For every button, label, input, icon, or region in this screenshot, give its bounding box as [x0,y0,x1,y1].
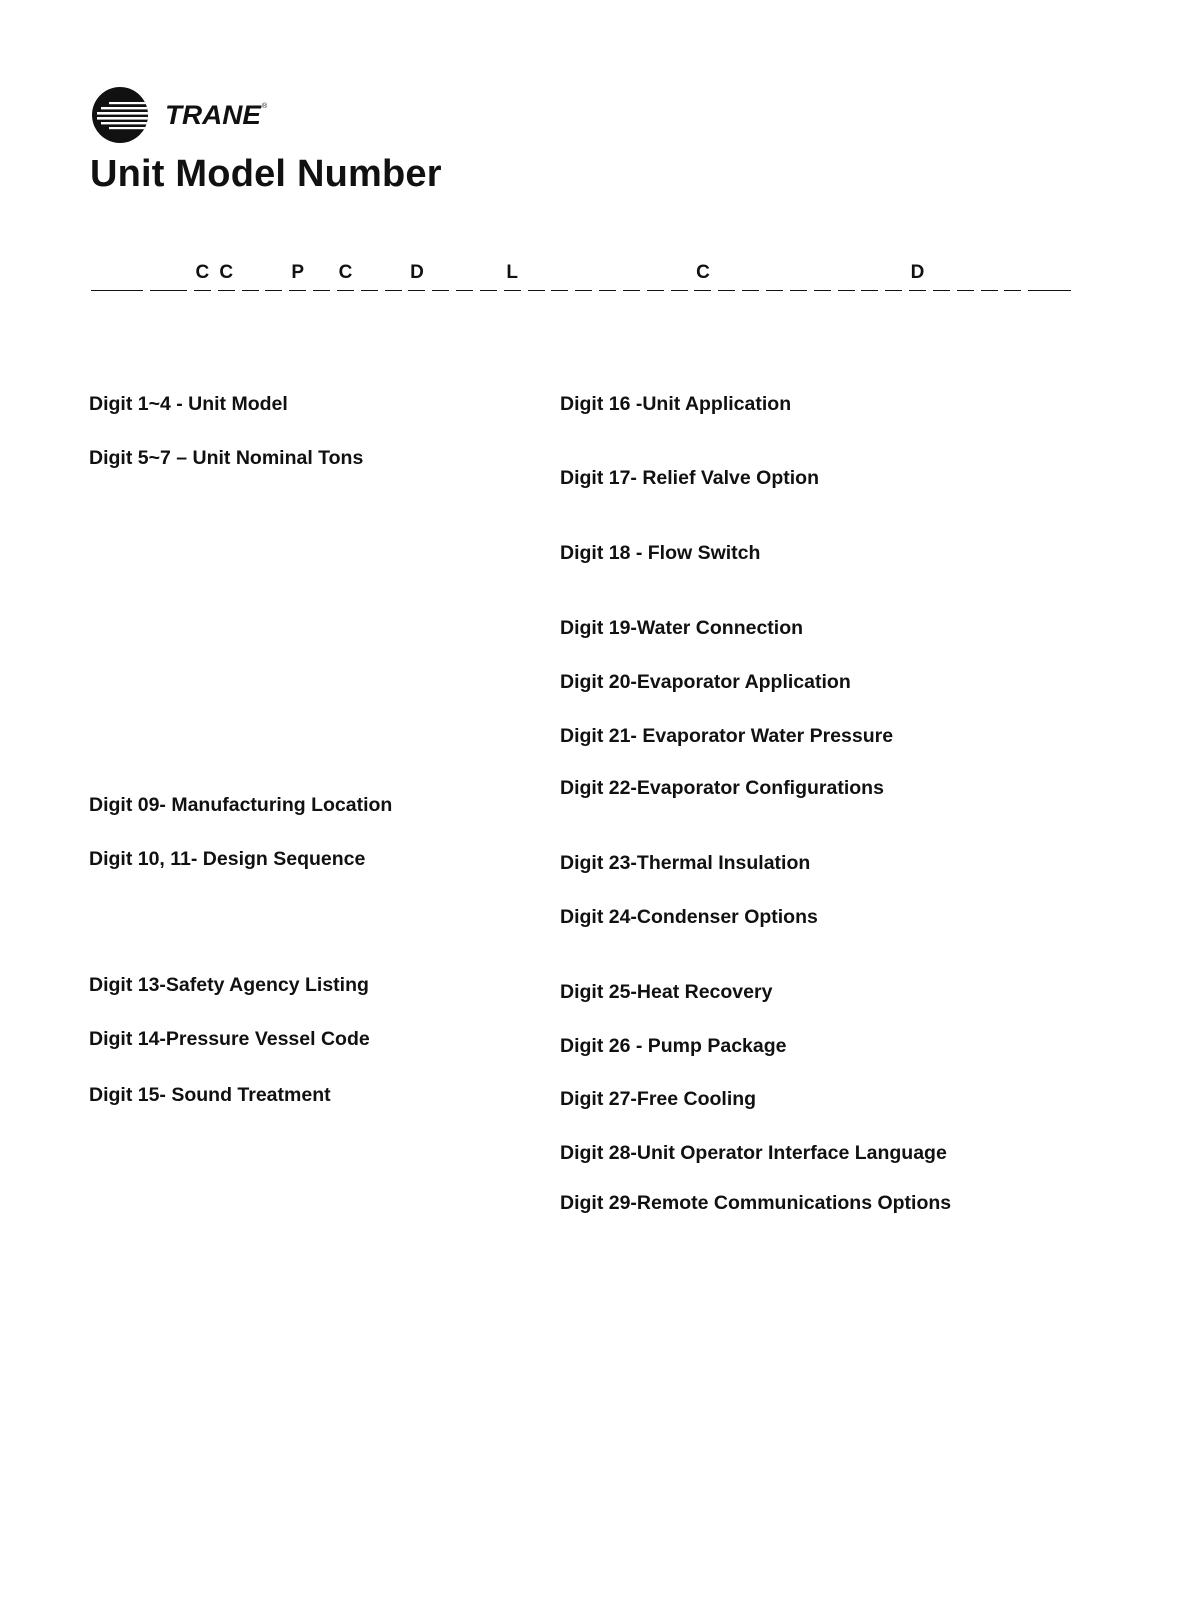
right-digit-label: Digit 16 -Unit Application [560,393,792,415]
left-digit-label: Digit 15- Sound Treatment [89,1084,331,1106]
left-digit-label: Digit 10, 11- Design Sequence [89,848,366,870]
model-number-slot: C [194,258,211,291]
right-digit-label: Digit 28-Unit Operator Interface Language [560,1142,947,1164]
right-digit-column [560,0,1120,1616]
left-digit-column [89,0,539,1616]
model-number-slot: P [289,258,306,291]
right-digit-label: Digit 29-Remote Communications Options [560,1192,952,1214]
right-digit-label: Digit 27-Free Cooling [560,1088,757,1110]
left-digit-label: Digit 1~4 - Unit Model [89,393,288,415]
left-digit-label: Digit 14-Pressure Vessel Code [89,1028,370,1050]
model-number-slot: D [909,258,926,291]
page-title: Unit Model Number [90,153,442,195]
right-digit-label: Digit 17- Relief Valve Option [560,467,819,489]
model-number-slot: C [337,258,354,291]
right-digit-label: Digit 22-Evaporator Configurations [560,777,884,799]
left-digit-label: Digit 13-Safety Agency Listing [89,974,369,996]
left-digit-label: Digit 09- Manufacturing Location [89,794,393,816]
model-number-slot: L [504,258,521,291]
model-number-slot: C [694,258,711,291]
trane-wordmark: TRANE [165,100,263,130]
right-digit-label: Digit 26 - Pump Package [560,1035,787,1057]
right-digit-label: Digit 20-Evaporator Application [560,671,851,693]
right-digit-label: Digit 19-Water Connection [560,617,804,639]
right-digit-label: Digit 18 - Flow Switch [560,542,761,564]
model-number-slot: D [408,258,425,291]
svg-text:®: ® [262,103,268,110]
right-digit-label: Digit 21- Evaporator Water Pressure [560,725,894,747]
right-digit-label: Digit 24-Condenser Options [560,906,818,928]
left-digit-label: Digit 5~7 – Unit Nominal Tons [89,447,364,469]
right-digit-label: Digit 25-Heat Recovery [560,981,773,1003]
model-number-slot: C [218,258,235,291]
right-digit-label: Digit 23-Thermal Insulation [560,852,811,874]
